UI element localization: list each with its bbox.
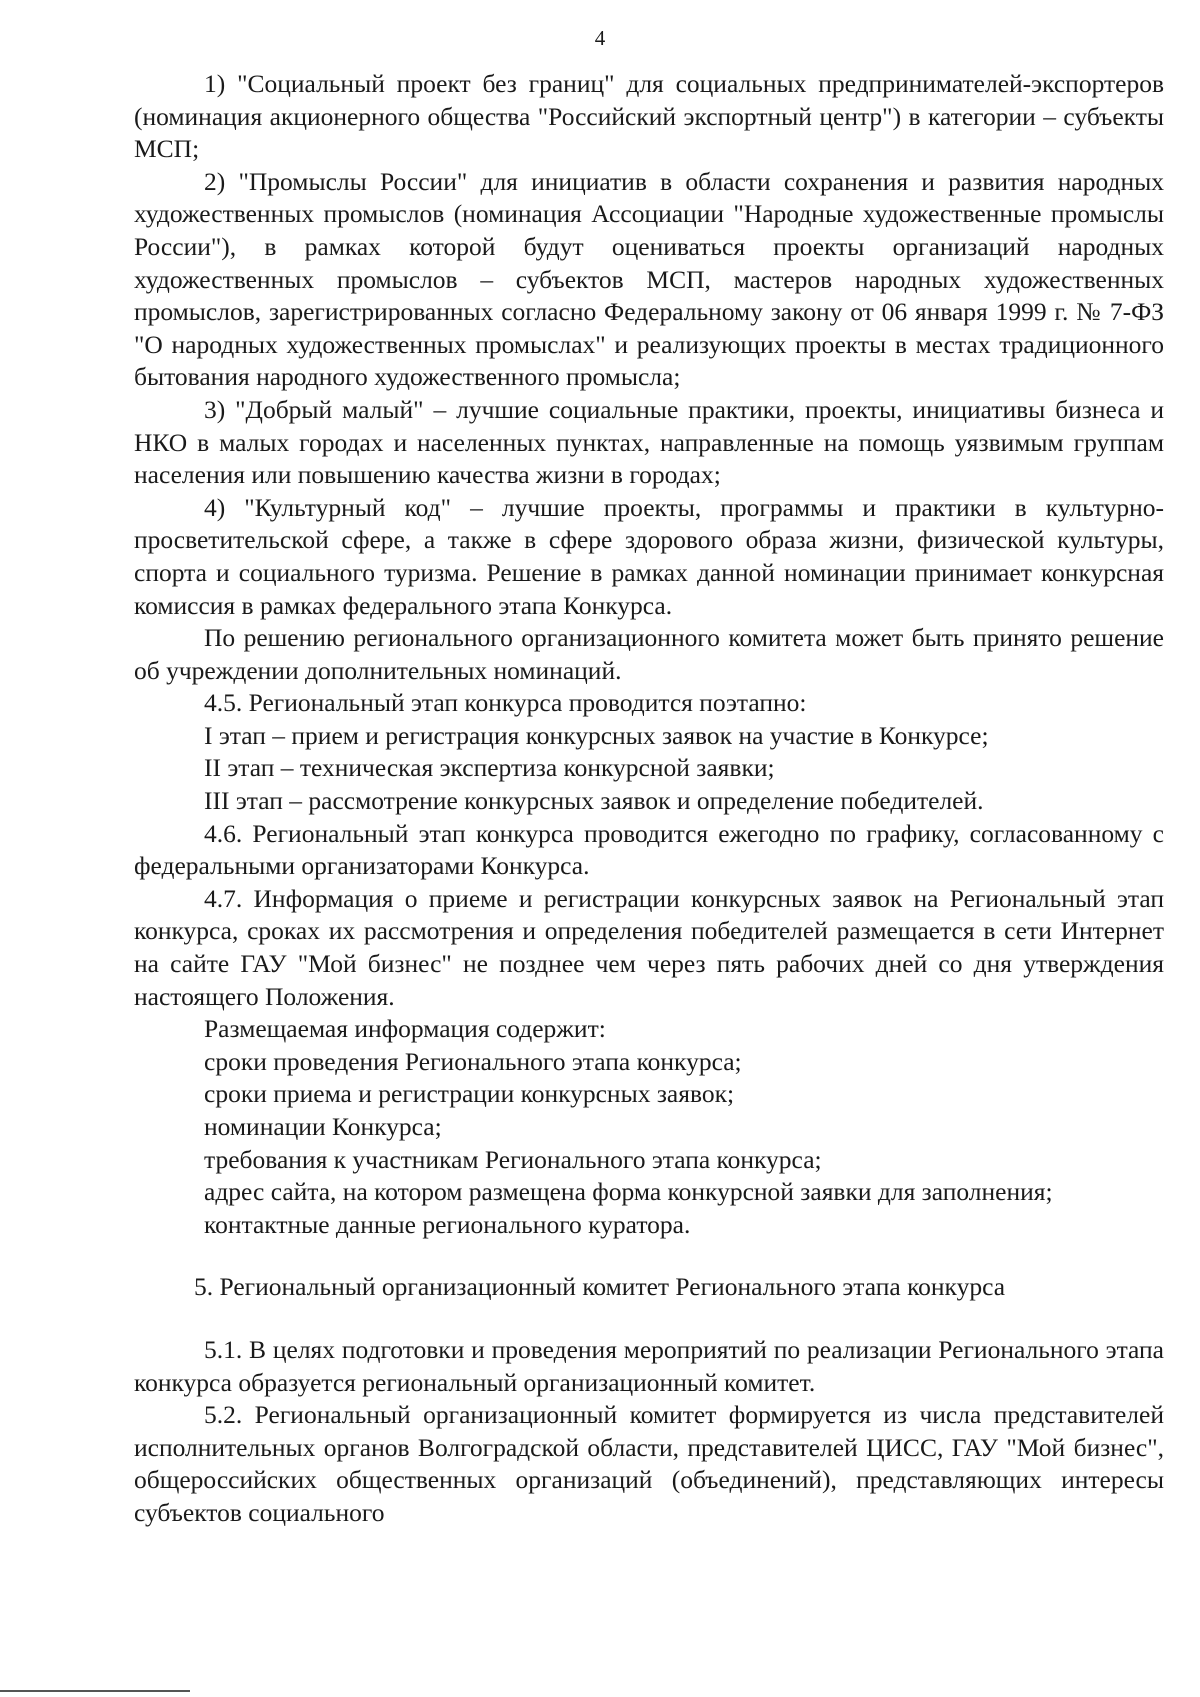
- nomination-item-2: 2) "Промыслы России" для инициатив в области сохранения и развития народных художественных промыслов (номинация Ассоциации "Народные художественные промыслы России"), в рамках которой будут оцениваться проекты организаций народных художественных промыслов – субъектов МСП, мастеров народных художественных промыслов, зарегистрированных согласно Федеральному закону от 06 января 1999 г. № 7-ФЗ "О народных художественных промыслах" и реализующих проекты в местах традиционного бытования народного художественного промысла;: [134, 166, 1164, 392]
- section-5-heading: 5. Региональный организационный комитет Регионального этапа конкурса: [194, 1272, 1006, 1302]
- clause-4-7: 4.7. Информация о приеме и регистрации конкурсных заявок на Региональный этап конкурса, сроках их рассмотрения и определения победителей размещается в сети Интернет на сайте ГАУ "Мой бизнес" не позднее чем через пять рабочих дней со дня утверждения настоящего Положения.: [134, 883, 1164, 1011]
- info-item-contacts: контактные данные регионального куратора.: [204, 1209, 691, 1239]
- page-number: 4: [594, 26, 606, 50]
- info-item-requirements: требования к участникам Регионального этапа конкурса;: [204, 1144, 822, 1174]
- info-item-terms: сроки проведения Регионального этапа конкурса;: [204, 1046, 742, 1076]
- info-item-registration: сроки приема и регистрации конкурсных заявок;: [204, 1079, 735, 1109]
- nomination-item-4: 4) "Культурный код" – лучшие проекты, программы и практики в культурно-просветительской сфере, а также в сфере здорового образа жизни, физической культуры, спорта и социального туризма. Решение в рамках данной номинации принимает конкурсная комиссия в рамках федерального этапа Конкурса.: [134, 492, 1164, 620]
- info-item-website: адрес сайта, на котором размещена форма конкурсной заявки для заполнения;: [204, 1177, 1053, 1207]
- additional-nominations-paragraph: По решению регионального организационного комитета может быть принято решение об учреждении дополнительных номинаций.: [134, 623, 1164, 685]
- nomination-item-1: 1) "Социальный проект без границ" для социальных предпринимателей-экспортеров (номинация акционерного общества "Российский экспортный центр") в категории – субъекты МСП;: [134, 69, 1164, 164]
- clause-5-1: 5.1. В целях подготовки и проведения мероприятий по реализации Регионального этапа конкурса образуется региональный организационный комитет.: [134, 1334, 1164, 1397]
- bottom-scan-edge: [0, 1690, 190, 1692]
- document-body: [134, 68, 1164, 1530]
- info-item-nominations: номинации Конкурса;: [204, 1112, 442, 1141]
- stage-1: I этап – прием и регистрация конкурсных заявок на участие в Конкурсе;: [204, 720, 989, 750]
- stage-3: III этап – рассмотрение конкурсных заявок и определение победителей.: [204, 786, 984, 816]
- clause-5-2: 5.2. Региональный организационный комитет формируется из числа представителей исполнительных органов Волгоградской области, представителей ЦИСС, ГАУ "Мой бизнес", общероссийских общественных организаций (объединений), представляющих интересы субъектов социального: [134, 1400, 1164, 1527]
- info-contents-intro: Размещаемая информация содержит:: [204, 1014, 606, 1044]
- nomination-item-3: 3) "Добрый малый" – лучшие социальные практики, проекты, инициативы бизнеса и НКО в малых городах и населенных пунктах, направленные на помощь уязвимым группам населения или повышению качества жизни в городах;: [134, 394, 1164, 490]
- clause-4-5: 4.5. Региональный этап конкурса проводится поэтапно:: [204, 688, 807, 718]
- clause-4-6: 4.6. Региональный этап конкурса проводится ежегодно по графику, согласованному с федеральными организаторами Конкурса.: [134, 818, 1164, 881]
- stage-2: II этап – техническая экспертиза конкурсной заявки;: [204, 753, 775, 783]
